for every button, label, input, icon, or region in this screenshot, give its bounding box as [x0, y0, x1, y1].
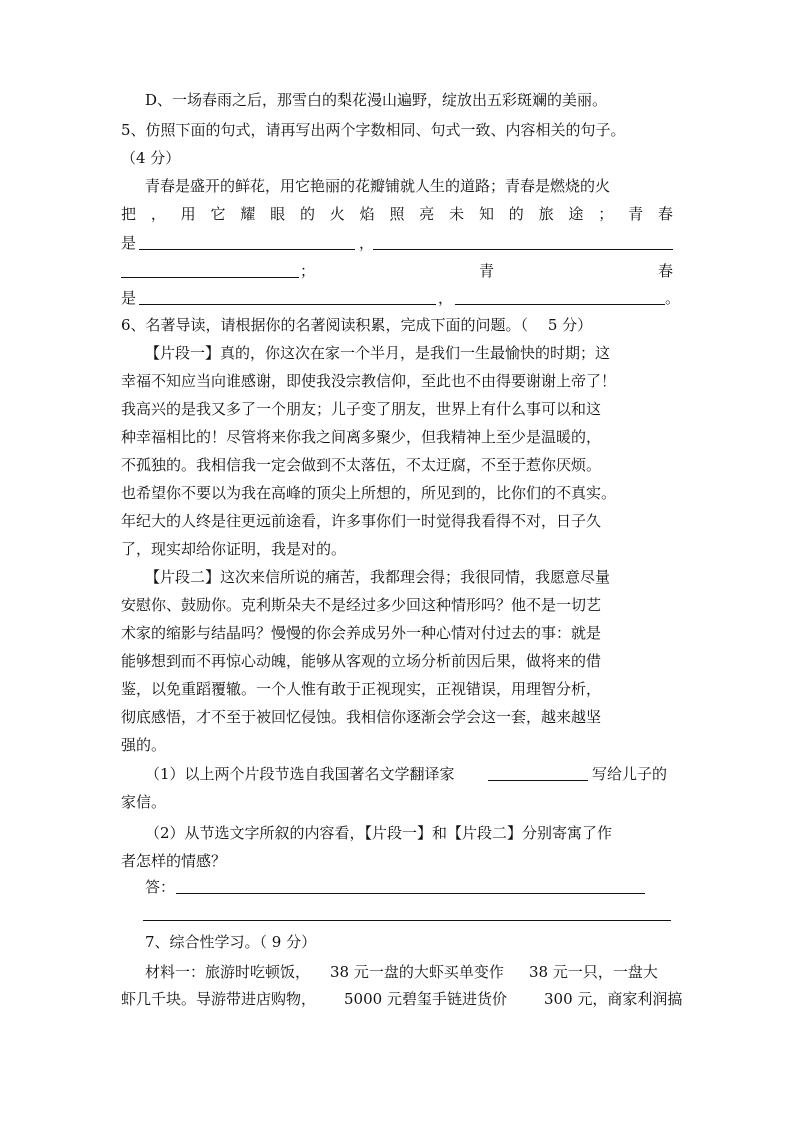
q5-chun: 春 [658, 262, 674, 280]
passage-1-line: 不孤独的。我相信我一定会做到不太落伍，不太迂腐，不至于惹你厌烦。 [121, 456, 602, 474]
q5-example-char: 耀 [240, 205, 256, 223]
q5-example-char: 的 [299, 205, 315, 223]
passage-1-line: 幸福不知应当向谁感谢，即使我没宗教信仰，至此也不由得要谢谢上帝了！ [121, 372, 617, 390]
answer-line-2[interactable] [143, 920, 671, 921]
question-5-title: 5、仿照下面的句式，请再写出两个字数相同、句式一致、内容相关的句子。 [121, 121, 626, 139]
q5-example-char: 春 [657, 205, 673, 223]
question-7-title: 7、综合性学习。（ 9 分） [145, 933, 317, 951]
q6-1-prefix: （1）以上两个片段节选自我国著名文学翻译家 [145, 765, 455, 783]
passage-1-line: 了，现实却给你证明，我是对的。 [121, 540, 347, 558]
q5-example-char: 知 [478, 205, 494, 223]
option-d: D、一场春雨之后，那雪白的梨花漫山遍野，绽放出五彩斑斓的美丽。 [145, 91, 608, 109]
q5-period: 。 [665, 289, 681, 307]
q5-example-char: 的 [508, 205, 524, 223]
passage-2-line: 彻底感悟，才不至于被回忆侵蚀。我相信你逐渐会学会这一套，越来越坚 [121, 708, 602, 726]
answer-label: 答： [145, 878, 176, 896]
q5-example-char: 未 [449, 205, 465, 223]
passage-2-line: 术家的缩影与结晶吗？慢慢的你会养成另外一种心情对付过去的事：就是 [121, 624, 602, 642]
passage-2-line: 鉴，以免重蹈覆辙。一个人惟有敢于正视现实，正视错误，用理智分析， [121, 680, 602, 698]
q5-example-char: 途 [568, 205, 584, 223]
q5-example-char: 火 [329, 205, 345, 223]
q5-answer-blank-3[interactable] [121, 277, 299, 278]
q6-1-suffix: 写给儿子的 [592, 765, 668, 783]
material-1-line-1-c: 38 元一只，一盘大 [529, 963, 658, 981]
material-1-line-2-c: 300 元，商家利润搞 [544, 990, 683, 1008]
q6-1-answer-blank[interactable] [488, 780, 588, 781]
q5-qing: 青 [479, 262, 495, 280]
q6-2-line-2: 者怎样的情感？ [121, 852, 227, 870]
passage-2-line: 安慰你、鼓励你。克利斯朵夫不是经过多少回这种情形吗？他不是一切艺 [121, 596, 602, 614]
q5-example-char: ； [598, 205, 614, 223]
q5-example-char: 眼 [270, 205, 286, 223]
q5-answer-blank-5[interactable] [455, 304, 665, 305]
q5-blank-1-prefix: 是 [121, 234, 137, 252]
question-5-score: （4 分） [121, 149, 181, 167]
q5-example-char: 它 [210, 205, 226, 223]
q5-example-char: 青 [628, 205, 644, 223]
material-1-line-2-b: 5000 元碧玺手链进货价 [344, 990, 507, 1008]
material-1-line-1-b: 38 元一盘的大虾买单变作 [330, 963, 504, 981]
passage-2-line: 【片段二】这次来信所说的痛苦，我都理会得；我很同情，我愿意尽量 [145, 568, 611, 586]
q5-comma-2: ， [438, 289, 454, 307]
passage-1-line: 年纪大的人终是往更远前途看，许多事你们一时觉得我看得不对，日子久 [121, 512, 602, 530]
q5-answer-blank-4[interactable] [139, 304, 436, 305]
q5-example-char: 用 [180, 205, 196, 223]
passage-1-line: 【片段一】真的，你这次在家一个半月，是我们一生最愉快的时期；这 [145, 344, 611, 362]
q6-1-line-2: 家信。 [121, 793, 167, 811]
q5-answer-blank-1[interactable] [139, 249, 355, 250]
q5-example-line-1: 青春是盛开的鲜花，用它艳丽的花瓣铺就人生的道路；青春是燃烧的火 [145, 177, 611, 195]
q6-2-line-1: （2）从节选文字所叙的内容看，【片段一】和【片段二】分别寄寓了作 [145, 824, 613, 842]
material-1-line-2-a: 虾几千块。导游带进店购物， [121, 990, 317, 1008]
passage-2-line: 能够想到而不再惊心动魄，能够从客观的立场分析前因后果，做将来的借 [121, 652, 602, 670]
material-1-line-1-a: 材料一：旅游时吃顿饭， [145, 963, 311, 981]
q5-answer-blank-2[interactable] [373, 249, 673, 250]
q5-example-char: ， [150, 205, 166, 223]
q5-semicolon: ； [300, 262, 316, 280]
passage-2-line: 强的。 [121, 736, 167, 754]
q5-example-char: 亮 [419, 205, 435, 223]
q5-comma-1: ， [359, 234, 375, 252]
q5-example-char: 把 [121, 205, 137, 223]
q5-example-char: 旅 [538, 205, 554, 223]
q5-example-char: 焰 [359, 205, 375, 223]
question-6-title: 6、名著导读，请根据你的名著阅读积累，完成下面的问题。（ 5 分） [121, 316, 593, 334]
q5-example-char: 照 [389, 205, 405, 223]
passage-1-line: 我高兴的是我又多了一个朋友；儿子变了朋友，世界上有什么事可以和这 [121, 400, 602, 418]
q5-blank-4-prefix: 是 [121, 289, 137, 307]
answer-line-1[interactable] [176, 893, 645, 894]
passage-1-line: 种幸福相比的！尽管将来你我之间离多聚少，但我精神上至少是温暖的， [121, 428, 602, 446]
q5-example-line-2 [121, 204, 673, 224]
passage-1-line: 也希望你不要以为我在高峰的顶尖上所想的，所见到的，比你们的不真实。 [121, 484, 617, 502]
